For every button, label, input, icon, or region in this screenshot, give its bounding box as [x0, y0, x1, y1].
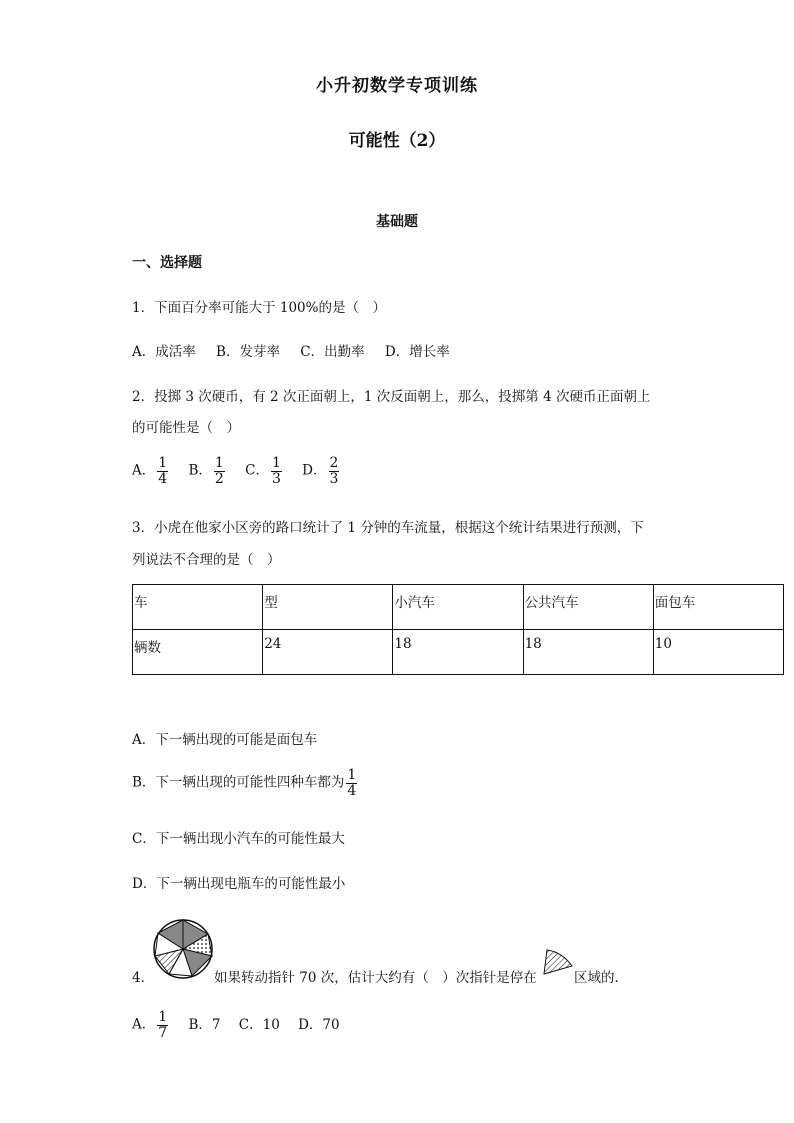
fraction: [214, 456, 225, 486]
table-cell: 辆数: [133, 630, 263, 675]
q1-option-a[interactable]: A．成活率: [132, 344, 196, 360]
q3-option-a[interactable]: A．下一辆出现的可能是面包车: [132, 732, 318, 748]
table-row: [133, 630, 784, 675]
option-label: C．: [245, 462, 269, 479]
question-2-options: [132, 456, 355, 486]
q2-option-d[interactable]: [302, 456, 341, 486]
question-2-line-2: 的可能性是（ ）: [132, 420, 240, 436]
question-4-text: 如果转动指针 70 次，估计大约有（ ）次指针是停在: [214, 970, 537, 986]
numerator: 1: [347, 767, 357, 783]
q2-option-c[interactable]: [245, 456, 284, 486]
section-heading: 基础题: [376, 214, 418, 230]
table-row: [133, 585, 784, 630]
table-cell: 公共汽车: [523, 585, 653, 630]
q3-option-c[interactable]: C．下一辆出现小汽车的可能性最大: [132, 831, 345, 847]
denominator: 4: [158, 470, 168, 487]
option-text: B．下一辆出现的可能性四种车都为: [132, 774, 345, 791]
hatched-sector-icon: [542, 946, 574, 976]
question-4-options: [132, 1010, 354, 1040]
q2-option-a[interactable]: [132, 456, 170, 486]
denominator: 2: [214, 470, 224, 487]
numerator: 2: [329, 455, 339, 471]
q3-option-b[interactable]: [132, 768, 359, 798]
denominator: 3: [271, 470, 281, 487]
q3-option-d[interactable]: D．下一辆出现电瓶车的可能性最小: [132, 876, 346, 892]
option-label: B．: [188, 462, 212, 479]
question-3-line-1: 3．小虎在他家小区旁的路口统计了 1 分钟的车流量，根据这个统计结果进行预测，下: [132, 520, 644, 536]
q2-option-b[interactable]: [188, 456, 226, 486]
q1-option-d[interactable]: D．增长率: [384, 344, 450, 360]
question-4-text-end: 区域的．: [574, 970, 628, 986]
table-cell: 24: [263, 630, 393, 675]
option-label: A．: [132, 462, 156, 479]
fraction: [157, 456, 168, 486]
question-2-line-1: 2．投掷 3 次硬币，有 2 次正面朝上，1 次反面朝上，那么，投掷第 4 次硬币正面朝上: [132, 389, 651, 405]
question-3-line-2: 列说法不合理的是（ ）: [132, 552, 281, 568]
part-heading: 一、选择题: [132, 255, 202, 271]
spinner-wheel-image: [152, 918, 214, 980]
q4-option-c[interactable]: C．10: [238, 1016, 280, 1033]
page-title: 小升初数学专项训练: [316, 76, 478, 96]
numerator: 1: [214, 455, 224, 471]
numerator: 1: [158, 1009, 168, 1025]
page-subtitle: 可能性（2）: [348, 131, 446, 151]
vehicle-count-table: [132, 584, 784, 675]
table-cell: 车: [133, 585, 263, 630]
fraction: [271, 456, 282, 486]
question-1-text: 1．下面百分率可能大于 100%的是（ ）: [132, 300, 386, 316]
table-cell: 型: [263, 585, 393, 630]
table-cell: 18: [393, 630, 523, 675]
q1-option-c[interactable]: C．出勤率: [300, 344, 365, 360]
fraction: [329, 456, 340, 486]
denominator: 3: [329, 470, 339, 487]
fraction: [157, 1010, 168, 1040]
q4-option-a[interactable]: [132, 1010, 170, 1040]
denominator: 7: [158, 1024, 168, 1041]
option-label: A．: [132, 1016, 156, 1033]
option-label: D．: [302, 462, 327, 479]
q4-option-d[interactable]: D．70: [298, 1016, 340, 1033]
table-cell: 面包车: [653, 585, 783, 630]
table-cell: 小汽车: [393, 585, 523, 630]
fraction: [346, 768, 357, 798]
table-cell: 18: [523, 630, 653, 675]
numerator: 1: [158, 455, 168, 471]
question-4-number: 4．: [132, 970, 155, 986]
table-cell: 10: [653, 630, 783, 675]
q4-option-b[interactable]: B．7: [188, 1016, 221, 1033]
denominator: 4: [347, 782, 357, 799]
numerator: 1: [271, 455, 281, 471]
q1-option-b[interactable]: B．发芽率: [216, 344, 280, 360]
question-1-options: [132, 340, 466, 360]
